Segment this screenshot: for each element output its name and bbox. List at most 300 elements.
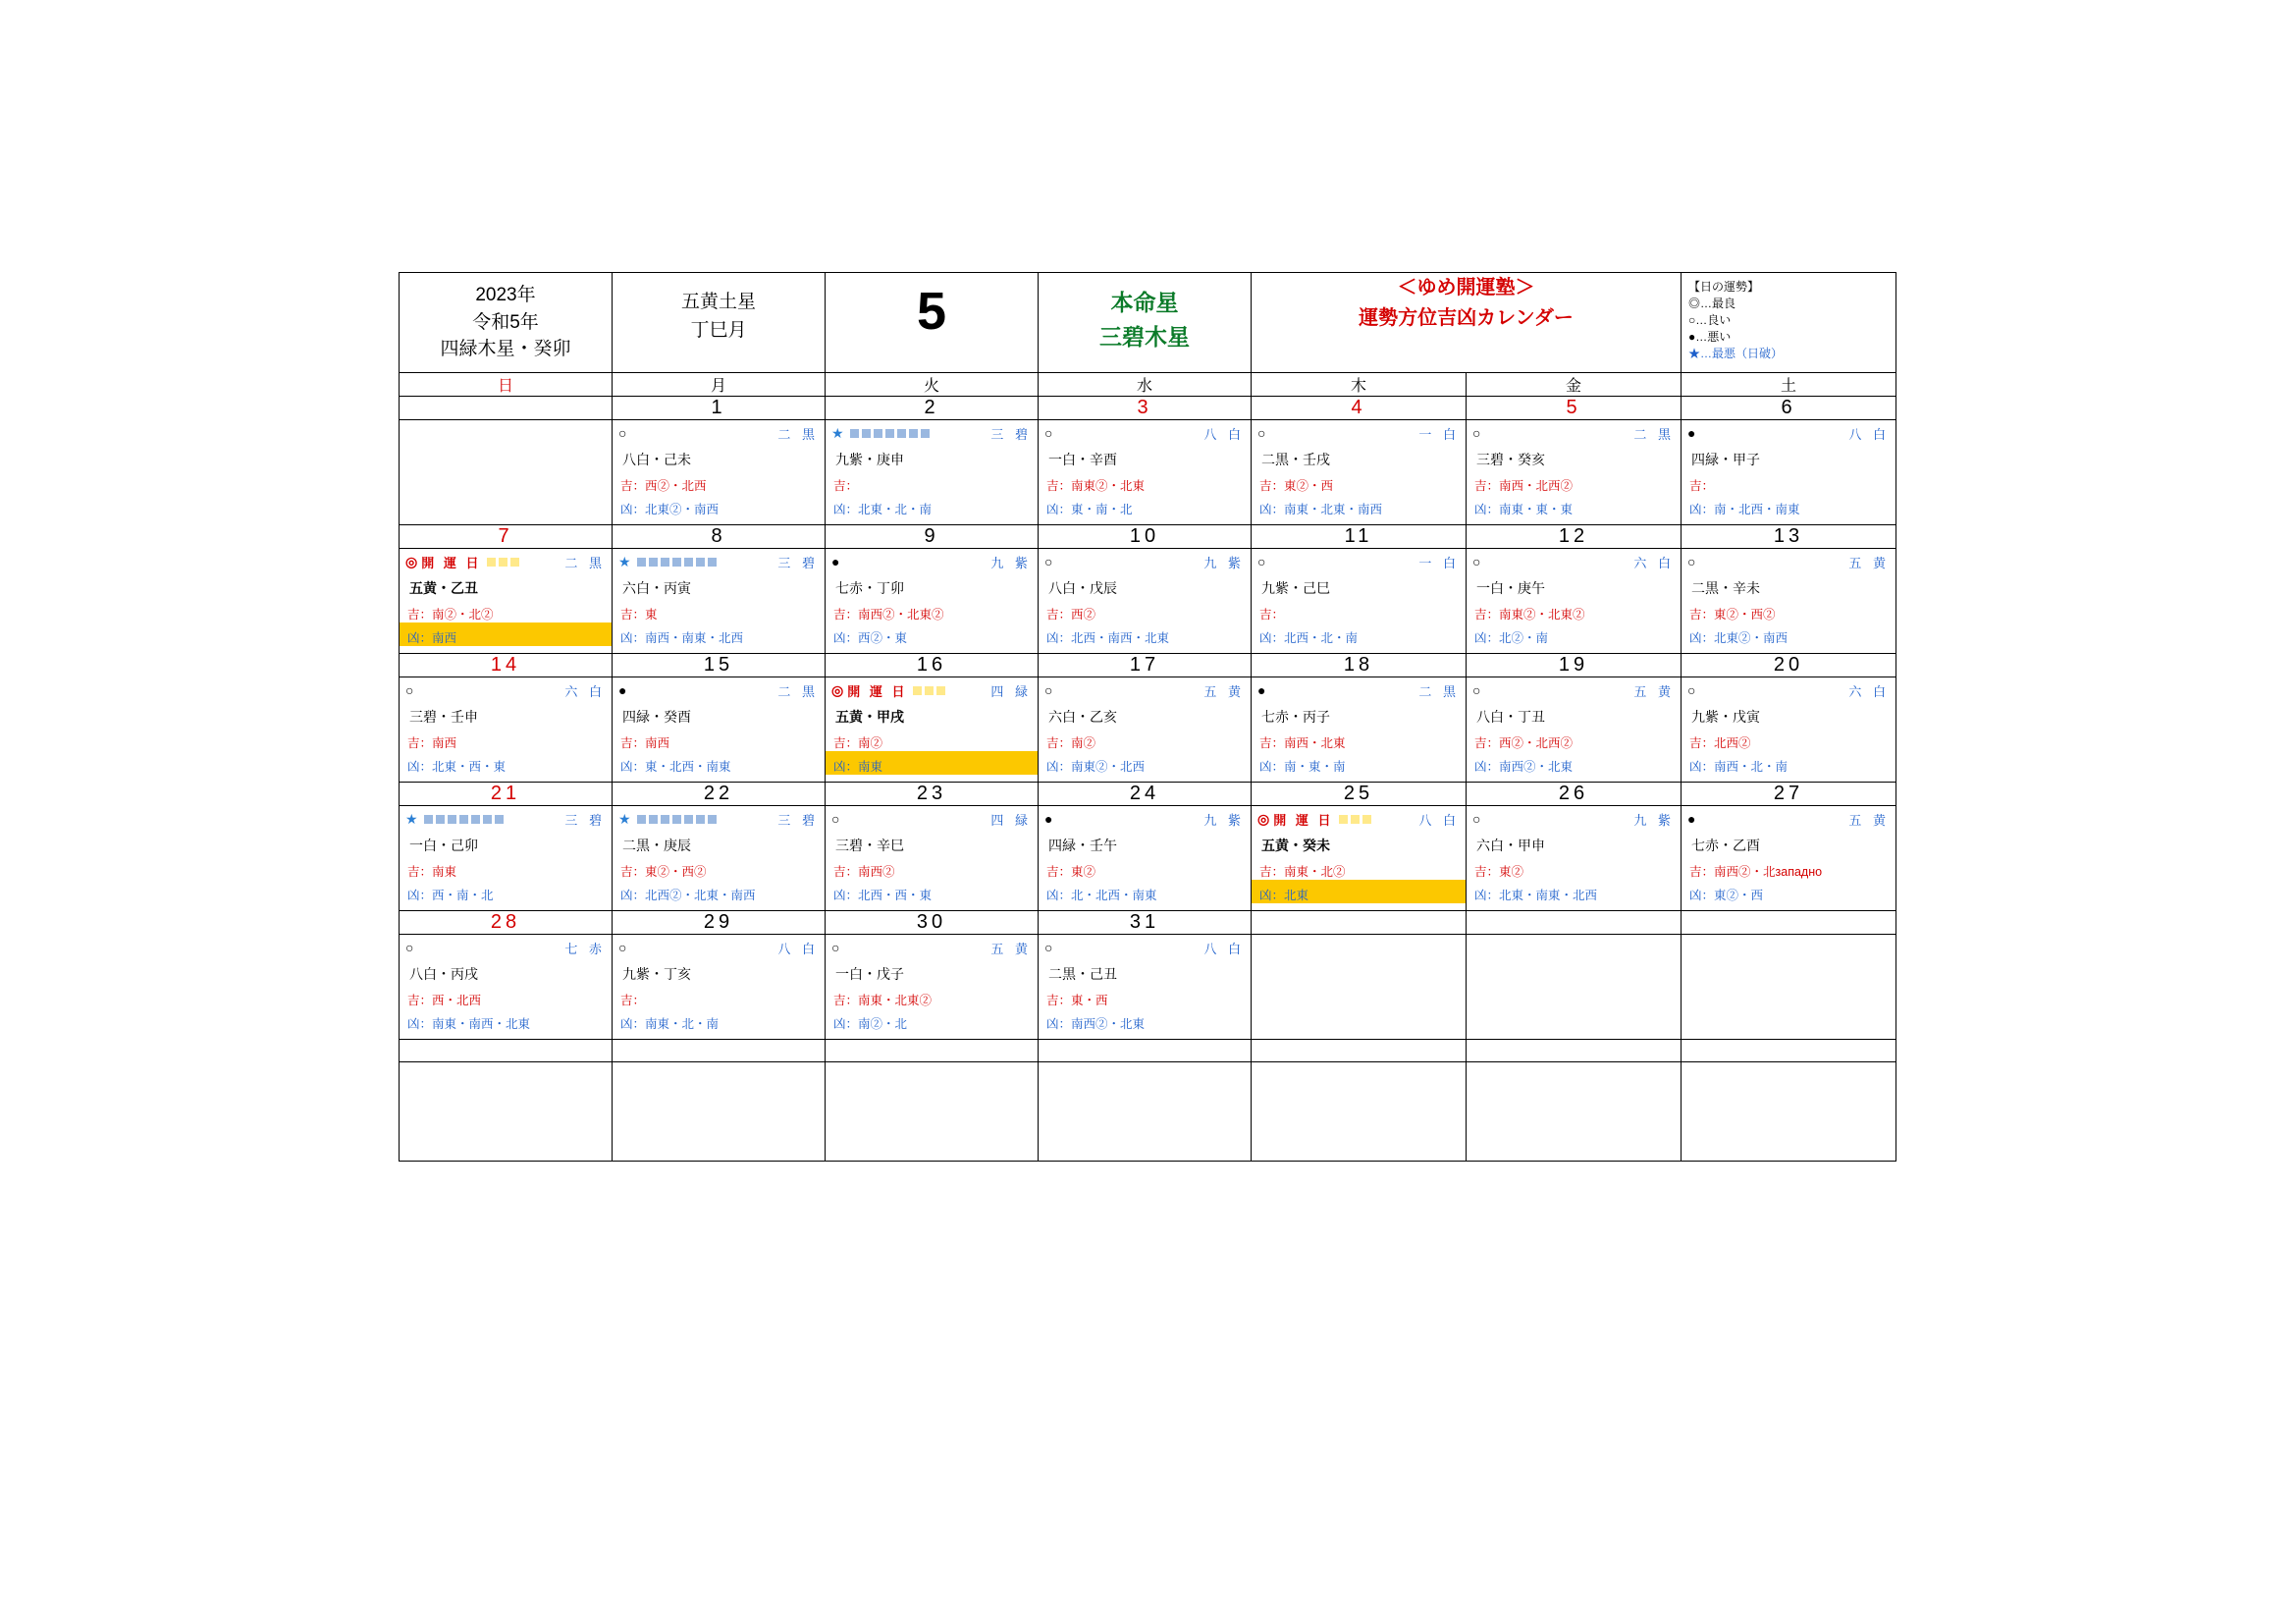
day-cell[interactable]	[613, 548, 826, 653]
date-number-11[interactable]: 11	[1252, 524, 1467, 548]
date-number-5[interactable]: 5	[1467, 396, 1682, 419]
nine-star-label: 二 黒	[1418, 683, 1460, 699]
day-eto: 五黄・乙丑	[409, 579, 478, 596]
trailing-empty-detail-row	[400, 1061, 1896, 1161]
fortune-mark-icon: ●	[1687, 425, 1696, 442]
day-eto: 七赤・丁卯	[835, 579, 904, 596]
legend-item-best: ◎…最良	[1688, 297, 1736, 311]
day-top-row	[1039, 806, 1251, 829]
lucky-direction: 吉：	[833, 478, 859, 493]
unlucky-direction: 凶：南東②・北西	[1046, 759, 1146, 774]
day-cell[interactable]	[826, 419, 1039, 524]
lucky-direction: 吉：東②・西	[1259, 478, 1334, 493]
date-number-row	[400, 910, 1896, 934]
lucky-direction: 吉：東②・西②	[1689, 607, 1776, 622]
fortune-mark-icon: ●	[1044, 811, 1053, 828]
date-number-15[interactable]: 15	[613, 653, 826, 677]
date-number-20[interactable]: 20	[1682, 653, 1896, 677]
date-number-row	[400, 396, 1896, 419]
header-month-kanshi: 丁巳月	[690, 319, 747, 341]
day-cell[interactable]	[1252, 419, 1467, 524]
fortune-mark-icon: ○	[1044, 425, 1053, 442]
nine-star-label: 六 白	[1848, 683, 1891, 699]
date-number-29[interactable]: 29	[613, 910, 826, 934]
header-year-star: 四緑木星・癸卯	[440, 339, 571, 360]
day-top-row	[613, 549, 825, 571]
header-month-number: 5	[916, 282, 947, 341]
date-number-23[interactable]: 23	[826, 782, 1039, 805]
day-top-row	[1252, 677, 1466, 700]
day-eto: 六白・甲申	[1476, 837, 1545, 853]
nine-star-label: 四 緑	[990, 812, 1032, 828]
day-eto: 七赤・丙子	[1261, 708, 1330, 725]
fortune-mark-icon: ○	[1044, 554, 1053, 570]
lucky-direction: 吉：西②	[1046, 607, 1096, 622]
lucky-direction: 吉：東②・西②	[620, 864, 707, 879]
unlucky-direction: 凶：北東・北・南	[833, 502, 933, 516]
day-eto: 八白・戊辰	[1048, 579, 1117, 596]
day-cell[interactable]	[1252, 677, 1467, 782]
date-number-empty	[400, 1039, 613, 1061]
day-cell-empty	[1467, 934, 1682, 1039]
month-number-cell	[826, 273, 1039, 373]
day-eto: 一白・戊子	[835, 965, 904, 982]
lucky-direction: 吉：東②	[1474, 864, 1524, 879]
day-cell[interactable]	[1467, 805, 1682, 910]
day-cell[interactable]	[1252, 548, 1467, 653]
unlucky-direction: 凶：北西・西・東	[833, 888, 933, 902]
date-number-empty	[1682, 1039, 1896, 1061]
bar-decoration	[637, 815, 773, 824]
day-cell[interactable]	[1039, 805, 1252, 910]
fortune-mark-icon: ○	[1044, 682, 1053, 699]
fortune-calendar-table	[399, 272, 1896, 1162]
unlucky-direction: 凶：南東	[826, 751, 1038, 775]
day-top-row	[613, 935, 825, 957]
day-detail-row	[400, 419, 1896, 524]
day-top-row	[400, 549, 612, 571]
lucky-direction: 吉：南西	[620, 735, 670, 750]
fortune-mark-icon: ○	[831, 940, 840, 956]
fortune-mark-icon: ◎	[405, 554, 418, 570]
year-header-cell	[400, 273, 613, 373]
day-eto: 二黒・壬戌	[1261, 451, 1330, 467]
day-cell[interactable]	[613, 934, 826, 1039]
nine-star-label: 九 紫	[1203, 555, 1245, 570]
day-eto: 六白・乙亥	[1048, 708, 1117, 725]
date-number-14[interactable]: 14	[400, 653, 613, 677]
day-cell-empty	[1682, 934, 1896, 1039]
nine-star-label: 九 紫	[1633, 812, 1676, 828]
day-detail-row	[400, 677, 1896, 782]
date-number-13[interactable]: 13	[1682, 524, 1896, 548]
lucky-direction: 吉：	[620, 993, 646, 1007]
day-cell[interactable]	[400, 934, 613, 1039]
title-brand: ＜ゆめ開運塾＞	[1397, 277, 1535, 298]
unlucky-direction: 凶：北②・南	[1474, 630, 1549, 645]
nine-star-label: 五 黄	[1203, 683, 1245, 699]
unlucky-direction: 凶：北東②・南西	[620, 502, 720, 516]
nine-star-label: 一 白	[1418, 426, 1460, 442]
nine-star-label: 五 黄	[1848, 812, 1891, 828]
month-star-cell	[613, 273, 826, 373]
nine-star-label: 八 白	[1418, 812, 1460, 828]
kaiun-label: 開 運 日	[847, 683, 908, 699]
date-number-9[interactable]: 9	[826, 524, 1039, 548]
lucky-direction: 吉：南東	[407, 864, 457, 879]
fortune-mark-icon: ●	[831, 554, 840, 570]
nine-star-label: 三 碧	[777, 812, 819, 828]
day-top-row	[1467, 806, 1681, 829]
fortune-mark-icon: ◎	[831, 682, 844, 699]
nine-star-label: 七 赤	[564, 941, 606, 956]
day-eto: 九紫・丁亥	[622, 965, 691, 982]
day-top-row	[400, 677, 612, 700]
day-eto: 八白・丁丑	[1476, 708, 1545, 725]
weekday-sat: 土	[1682, 372, 1896, 396]
trailing-empty-number-row	[400, 1039, 1896, 1061]
date-number-empty	[1682, 910, 1896, 934]
day-cell-empty	[1467, 1061, 1682, 1161]
day-eto: 二黒・己丑	[1048, 965, 1117, 982]
day-cell[interactable]	[826, 934, 1039, 1039]
date-number-21[interactable]: 21	[400, 782, 613, 805]
weekday-wed: 水	[1039, 372, 1252, 396]
day-cell[interactable]	[1252, 805, 1467, 910]
day-cell[interactable]	[1467, 419, 1682, 524]
unlucky-direction: 凶：西②・東	[833, 630, 908, 645]
lucky-direction: 吉：東②	[1046, 864, 1096, 879]
day-top-row	[1682, 806, 1896, 829]
day-eto: 九紫・戊寅	[1691, 708, 1761, 725]
calendar-header-row	[400, 273, 1896, 373]
date-number-27[interactable]: 27	[1682, 782, 1896, 805]
lucky-direction: 吉：南②・北②	[407, 607, 494, 622]
fortune-mark-icon: ★	[405, 811, 418, 828]
day-cell[interactable]	[1039, 934, 1252, 1039]
honmei-label: 本命星	[1110, 290, 1179, 315]
day-top-row	[1252, 806, 1466, 829]
day-eto: 六白・丙寅	[622, 579, 691, 596]
weekday-fri: 金	[1467, 372, 1682, 396]
date-number-26[interactable]: 26	[1467, 782, 1682, 805]
day-cell[interactable]	[400, 677, 613, 782]
nine-star-label: 八 白	[1848, 426, 1891, 442]
day-cell[interactable]	[613, 419, 826, 524]
day-eto: 二黒・辛未	[1691, 579, 1761, 596]
day-eto: 四緑・癸酉	[622, 708, 691, 725]
day-eto: 九紫・庚申	[835, 451, 904, 467]
unlucky-direction: 凶：南西	[400, 623, 612, 646]
unlucky-direction: 凶：北東②・南西	[1689, 630, 1789, 645]
day-cell[interactable]	[613, 677, 826, 782]
day-cell-empty	[1682, 1061, 1896, 1161]
date-number-empty	[1252, 910, 1467, 934]
fortune-mark-icon: ★	[618, 554, 631, 570]
fortune-mark-icon: ○	[618, 940, 627, 956]
legend-cell	[1682, 273, 1896, 373]
day-cell[interactable]	[1039, 419, 1252, 524]
nine-star-label: 五 黄	[1633, 683, 1676, 699]
kaiun-label: 開 運 日	[421, 555, 482, 570]
lucky-direction: 吉：	[1689, 478, 1715, 493]
day-eto: 九紫・己巳	[1261, 579, 1330, 596]
nine-star-label: 三 碧	[990, 426, 1032, 442]
title-main: 運勢方位吉凶カレンダー	[1359, 307, 1574, 329]
day-cell-empty	[1252, 934, 1467, 1039]
date-number-8[interactable]: 8	[613, 524, 826, 548]
fortune-mark-icon: ○	[1257, 554, 1266, 570]
fortune-mark-icon: ○	[1472, 811, 1481, 828]
day-cell[interactable]	[400, 548, 613, 653]
day-top-row	[1039, 420, 1251, 443]
lucky-direction: 吉：西②・北西	[620, 478, 707, 493]
day-top-row	[1682, 549, 1896, 571]
day-eto: 七赤・乙酉	[1691, 837, 1761, 853]
lucky-direction: 吉：北西②	[1689, 735, 1751, 750]
fortune-mark-icon: ●	[618, 682, 627, 699]
day-top-row	[826, 935, 1038, 957]
day-top-row	[1467, 420, 1681, 443]
unlucky-direction: 凶：北東・西・東	[407, 759, 507, 774]
nine-star-label: 五 黄	[1848, 555, 1891, 570]
date-number-28[interactable]: 28	[400, 910, 613, 934]
nine-star-label: 二 黒	[777, 683, 819, 699]
day-cell-empty	[826, 1061, 1039, 1161]
day-cell-empty	[613, 1061, 826, 1161]
day-cell[interactable]	[826, 677, 1039, 782]
date-number-row	[400, 653, 1896, 677]
date-number-16[interactable]: 16	[826, 653, 1039, 677]
date-number-empty	[1467, 1039, 1682, 1061]
weekday-mon: 月	[613, 372, 826, 396]
date-number-25[interactable]: 25	[1252, 782, 1467, 805]
unlucky-direction: 凶：南・東・南	[1259, 759, 1346, 774]
nine-star-label: 六 白	[564, 683, 606, 699]
nine-star-label: 二 黒	[777, 426, 819, 442]
nine-star-label: 五 黄	[990, 941, 1032, 956]
date-number-empty	[613, 1039, 826, 1061]
header-era-year: 令和5年	[472, 311, 539, 333]
date-number-30[interactable]: 30	[826, 910, 1039, 934]
bar-decoration	[487, 558, 559, 567]
date-number-row	[400, 524, 1896, 548]
day-top-row	[1252, 549, 1466, 571]
nine-star-label: 三 碧	[564, 812, 606, 828]
day-cell[interactable]	[826, 548, 1039, 653]
legend-item-bad: ●…悪い	[1688, 330, 1732, 345]
day-cell[interactable]	[1682, 805, 1896, 910]
unlucky-direction: 凶：南西・南東・北西	[620, 630, 744, 645]
date-number-1[interactable]: 1	[613, 396, 826, 419]
legend-item-good: ○…良い	[1688, 313, 1732, 328]
day-top-row	[613, 420, 825, 443]
day-top-row	[613, 677, 825, 700]
unlucky-direction: 凶：南西・北・南	[1689, 759, 1789, 774]
lucky-direction: 吉：南西②	[833, 864, 895, 879]
fortune-mark-icon: ○	[1044, 940, 1053, 956]
date-number-3[interactable]: 3	[1039, 396, 1252, 419]
day-top-row	[613, 806, 825, 829]
day-eto: 四緑・甲子	[1691, 451, 1761, 467]
day-top-row	[1467, 549, 1681, 571]
nine-star-label: 六 白	[1633, 555, 1676, 570]
day-cell[interactable]	[1682, 419, 1896, 524]
weekday-row	[400, 372, 1896, 396]
day-top-row	[826, 549, 1038, 571]
day-cell[interactable]	[1039, 548, 1252, 653]
header-month-star: 五黄土星	[680, 292, 756, 312]
day-cell-empty	[400, 1061, 613, 1161]
unlucky-direction: 凶：南西②・北東	[1474, 759, 1574, 774]
lucky-direction: 吉：南東②・北東	[1046, 478, 1146, 493]
lucky-direction: 吉：南西	[407, 735, 457, 750]
lucky-direction: 吉：西②・北西②	[1474, 735, 1574, 750]
day-cell[interactable]	[400, 805, 613, 910]
lucky-direction: 吉：	[1259, 607, 1285, 622]
day-top-row	[1682, 420, 1896, 443]
day-eto: 二黒・庚辰	[622, 837, 691, 853]
day-eto: 八白・丙戌	[409, 965, 478, 982]
day-cell[interactable]	[1467, 677, 1682, 782]
bar-decoration	[424, 815, 560, 824]
nine-star-label: 二 黒	[1633, 426, 1676, 442]
unlucky-direction: 凶：西・南・北	[407, 888, 494, 902]
unlucky-direction: 凶：北・北西・南東	[1046, 888, 1157, 902]
nine-star-label: 八 白	[777, 941, 819, 956]
date-number-2[interactable]: 2	[826, 396, 1039, 419]
lucky-direction: 吉：南東・北東②	[833, 993, 933, 1007]
fortune-mark-icon: ○	[618, 425, 627, 442]
day-cell[interactable]	[1682, 677, 1896, 782]
fortune-mark-icon: ○	[405, 682, 414, 699]
date-number-7[interactable]: 7	[400, 524, 613, 548]
bar-decoration	[913, 686, 985, 695]
day-eto: 五黄・癸未	[1261, 837, 1330, 853]
day-cell[interactable]	[613, 805, 826, 910]
unlucky-direction: 凶：南東・南西・北東	[407, 1016, 531, 1031]
unlucky-direction: 凶：北東・南東・北西	[1474, 888, 1598, 902]
day-top-row	[400, 935, 612, 957]
day-top-row	[400, 806, 612, 829]
honmei-cell	[1039, 273, 1252, 373]
unlucky-direction: 凶：北東	[1252, 880, 1466, 903]
day-detail-row	[400, 934, 1896, 1039]
date-number-22[interactable]: 22	[613, 782, 826, 805]
fortune-mark-icon: ★	[618, 811, 631, 828]
weekday-tue: 火	[826, 372, 1039, 396]
lucky-direction: 吉：南西・北西②	[1474, 478, 1574, 493]
date-number-18[interactable]: 18	[1252, 653, 1467, 677]
unlucky-direction: 凶：北西・南西・北東	[1046, 630, 1170, 645]
unlucky-direction: 凶：北西②・北東・南西	[620, 888, 756, 902]
lucky-direction: 吉：南東②・北東②	[1474, 607, 1585, 622]
date-number-19[interactable]: 19	[1467, 653, 1682, 677]
nine-star-label: 一 白	[1418, 555, 1460, 570]
nine-star-label: 三 碧	[777, 555, 819, 570]
day-cell-empty	[1252, 1061, 1467, 1161]
unlucky-direction: 凶：北西・北・南	[1259, 630, 1359, 645]
date-number-empty	[826, 1039, 1039, 1061]
lucky-direction: 吉：南西・北東	[1259, 735, 1346, 750]
day-cell[interactable]	[1467, 548, 1682, 653]
date-number-10[interactable]: 10	[1039, 524, 1252, 548]
bar-decoration	[637, 558, 773, 567]
date-number-empty	[400, 396, 613, 419]
weekday-thu: 木	[1252, 372, 1467, 396]
day-eto: 三碧・辛巳	[835, 837, 904, 853]
header-year: 2023年	[475, 285, 536, 305]
unlucky-direction: 凶：東・北西・南東	[620, 759, 731, 774]
lucky-direction: 吉：南西②・北東②	[833, 607, 944, 622]
day-cell[interactable]	[1682, 548, 1896, 653]
title-cell	[1252, 273, 1682, 373]
kaiun-label: 開 運 日	[1273, 812, 1334, 828]
day-detail-row	[400, 805, 1896, 910]
day-eto: 四緑・壬午	[1048, 837, 1117, 853]
lucky-direction: 吉：西・北西	[407, 993, 482, 1007]
legend-item-worst: ★…最悪（日破）	[1688, 347, 1784, 361]
fortune-mark-icon: ●	[1257, 682, 1266, 699]
date-number-24[interactable]: 24	[1039, 782, 1252, 805]
nine-star-label: 八 白	[1203, 426, 1245, 442]
fortune-mark-icon: ○	[1472, 682, 1481, 699]
unlucky-direction: 凶：南東・北・南	[620, 1016, 720, 1031]
date-number-4[interactable]: 4	[1252, 396, 1467, 419]
unlucky-direction: 凶：南・北西・南東	[1689, 502, 1800, 516]
day-eto: 八白・己未	[622, 451, 691, 467]
fortune-mark-icon: ●	[1687, 811, 1696, 828]
day-eto: 三碧・壬申	[409, 708, 478, 725]
day-eto: 五黄・甲戌	[835, 708, 904, 725]
honmei-star: 三碧木星	[1099, 323, 1190, 350]
lucky-direction: 吉：南②	[1046, 735, 1096, 750]
lucky-direction: 吉：南西②・北западно	[1689, 864, 1823, 879]
day-top-row	[826, 420, 1038, 443]
unlucky-direction: 凶：東・南・北	[1046, 502, 1133, 516]
day-top-row	[1682, 677, 1896, 700]
lucky-direction: 吉：南東・北②	[1259, 864, 1346, 879]
unlucky-direction: 凶：東②・西	[1689, 888, 1764, 902]
day-top-row	[826, 806, 1038, 829]
date-number-12[interactable]: 12	[1467, 524, 1682, 548]
nine-star-label: 九 紫	[990, 555, 1032, 570]
date-number-row	[400, 782, 1896, 805]
day-top-row	[1039, 549, 1251, 571]
bar-decoration	[850, 429, 986, 438]
fortune-mark-icon: ○	[1472, 425, 1481, 442]
date-number-17[interactable]: 17	[1039, 653, 1252, 677]
nine-star-label: 九 紫	[1203, 812, 1245, 828]
fortune-mark-icon: ○	[1257, 425, 1266, 442]
date-number-6[interactable]: 6	[1682, 396, 1896, 419]
unlucky-direction: 凶：南東・北東・南西	[1259, 502, 1383, 516]
day-cell-empty	[1039, 1061, 1252, 1161]
date-number-empty	[1252, 1039, 1467, 1061]
date-number-31[interactable]: 31	[1039, 910, 1252, 934]
unlucky-direction: 凶：南②・北	[833, 1016, 908, 1031]
unlucky-direction: 凶：南東・東・東	[1474, 502, 1574, 516]
day-top-row	[1039, 935, 1251, 957]
weekday-sun: 日	[400, 372, 613, 396]
day-cell[interactable]	[1039, 677, 1252, 782]
nine-star-label: 八 白	[1203, 941, 1245, 956]
date-number-empty	[1039, 1039, 1252, 1061]
nine-star-label: 四 緑	[990, 683, 1032, 699]
day-cell[interactable]	[826, 805, 1039, 910]
day-top-row	[1252, 420, 1466, 443]
day-top-row	[826, 677, 1038, 700]
